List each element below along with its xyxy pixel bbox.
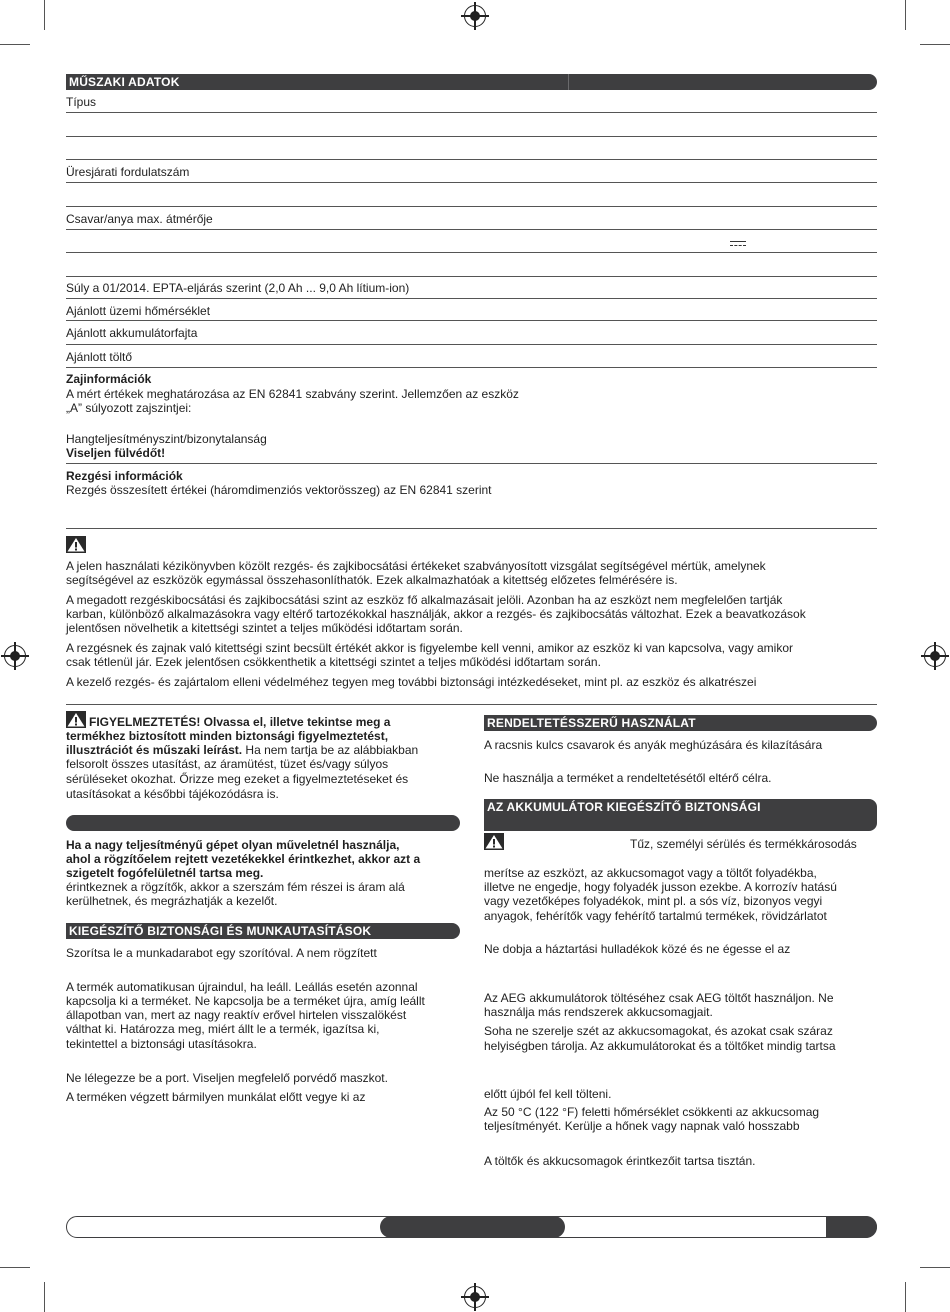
safety-instructions-bar xyxy=(66,815,460,831)
fire-injury-text: Tűz, személyi sérülés és termékkárosodás xyxy=(630,837,857,851)
restart-text-l4: válthat ki. Határozza meg, miért állt le a termék, igazítsa ki, xyxy=(66,1022,380,1036)
noise-line-1: A mért értékek meghatározása az EN 62841 szabvány szerint. Jellemzően az eszköz xyxy=(66,387,519,401)
warning-p2-l1: A megadott rezgéskibocsátási és zajkibocsátási szint az eszköz fő alkalmazásait jelöli. Azonban ha az eszközt nem megfelelően tartják xyxy=(66,593,783,607)
remove-battery-text: A terméken végzett bármilyen munkálat előtt vegye ki az xyxy=(66,1090,366,1104)
rule xyxy=(66,320,877,321)
restart-text-l5: tekintettel a biztonsági utasításokra. xyxy=(66,1037,257,1051)
rule xyxy=(66,136,877,137)
noise-line-3: Hangteljesítményszint/bizonytalanság xyxy=(66,432,267,446)
spec-battery-type-label: Ajánlott akkumulátorfajta xyxy=(66,326,198,340)
restart-text-l2: kapcsolja ki a terméket. Ne kapcsolja be a terméket újra, amíg leállt xyxy=(66,994,425,1008)
general-warning-l5: sérüléseket okozhat. Őrizze meg ezeket a figyelmeztetéseket és xyxy=(66,772,409,786)
hidden-wiring-text-l2: kerülhetnek, és megrázhatják a kezelőt. xyxy=(66,894,278,908)
hidden-wiring-text-l1: érintkeznek a rögzítők, akkor a szerszám fém részei is áram alá xyxy=(66,880,405,894)
warning-triangle-icon xyxy=(484,833,504,850)
rule xyxy=(66,276,877,277)
intended-use-text-2: Ne használja a terméket a rendeltetésétől eltérő célra. xyxy=(484,771,772,785)
warning-p1-l1: A jelen használati kézikönyvben közölt rezgés- és zajkibocsátási értékeket szabványosított vizsgálat segítségével mértük, amelynek xyxy=(66,559,766,573)
warning-triangle-icon xyxy=(66,536,86,553)
rule xyxy=(66,182,877,183)
warning-triangle-icon xyxy=(66,711,86,728)
vibration-line-1: Rezgés összesített értékei (háromdimenziós vektorösszeg) az EN 62841 szerint xyxy=(66,483,492,497)
footer-language-tab xyxy=(380,1216,565,1238)
contacts-clean-text: A töltők és akkucsomagok érintkezőit tartsa tisztán. xyxy=(484,1154,756,1168)
crop-mark-bl-h xyxy=(0,1267,30,1268)
rule xyxy=(66,112,877,113)
disassembly-l2: helyiségben tárolja. Az akkumulátorokat és a töltőket mindig tartsa xyxy=(484,1039,836,1053)
dust-mask-text: Ne lélegezze be a port. Viseljen megfelelő porvédő maszkot. xyxy=(66,1071,388,1085)
registration-mark-icon xyxy=(464,1286,486,1308)
rule xyxy=(66,528,877,529)
noise-line-2: „A” súlyozott zajszintjei: xyxy=(66,401,192,415)
general-warning-l3-bold: illusztrációt és műszaki leírást. xyxy=(66,743,243,757)
liquid-warning-l2: illetve ne engedje, hogy folyadék jusson ezekbe. A korrozív hatású xyxy=(484,880,837,894)
rule xyxy=(66,367,877,368)
additional-safety-header: KIEGÉSZÍTŐ BIZTONSÁGI ÉS MUNKAUTASÍTÁSOK xyxy=(66,923,460,939)
liquid-warning-l3: vagy vezetőképes folyadékok, mint pl. a sós víz, bizonyos vegyi xyxy=(484,894,823,908)
rule xyxy=(66,298,877,299)
crop-mark-bl-v xyxy=(44,1282,45,1312)
spec-type-label: Típus xyxy=(66,95,97,109)
hidden-wiring-warning-l1: Ha a nagy teljesítményű gépet olyan műveletnél használja, xyxy=(66,838,400,852)
warning-p3-l2: csak tétlenül jár. Ezek jelentősen csökkenthetik a kitettségi szintet a teljes működési időtartam során. xyxy=(66,655,601,669)
general-warning-l3-rest: Ha nem tartja be az alábbiakban xyxy=(242,743,419,757)
temperature-l1: Az 50 °C (122 °F) feletti hőmérséklet csökkenti az akkucsomag xyxy=(484,1105,820,1119)
crop-mark-br-v xyxy=(905,1282,906,1312)
crop-mark-tr-h xyxy=(920,44,950,45)
ear-protection-note: Viseljen fülvédőt! xyxy=(66,446,166,460)
rule xyxy=(66,704,877,705)
technical-data-header: MŰSZAKI ADATOK xyxy=(66,74,877,90)
registration-mark-icon xyxy=(4,645,26,667)
general-warning-l2: termékhez biztosított minden biztonsági figyelmeztetést, xyxy=(66,729,389,743)
intended-use-text-1: A racsnis kulcs csavarok és anyák meghúzására és kilazítására xyxy=(484,738,823,752)
registration-mark-icon xyxy=(924,645,946,667)
disassembly-l1: Soha ne szerelje szét az akkucsomagokat, és azokat csak száraz xyxy=(484,1024,833,1038)
disposal-text: Ne dobja a háztartási hulladékok közé és ne égesse el az xyxy=(484,942,791,956)
battery-safety-header-text: AZ AKKUMULÁTOR KIEGÉSZÍTŐ BIZTONSÁGI xyxy=(487,800,761,814)
battery-safety-header xyxy=(484,799,877,831)
intended-use-header: RENDELTETÉSSZERŰ HASZNÁLAT xyxy=(484,715,877,731)
rule xyxy=(66,252,877,253)
restart-text-l1: A termék automatikusan újraindul, ha leáll. Leállás esetén azonnal xyxy=(66,980,418,994)
general-warning-l6: utasításokat a későbbi tájékozódásra is. xyxy=(66,787,279,801)
crop-mark-tl-h xyxy=(0,44,30,45)
footer-page-number-tab xyxy=(826,1216,877,1238)
crop-mark-br-h xyxy=(920,1267,950,1268)
dc-current-symbol-icon xyxy=(730,241,746,247)
noise-title: Zajinformációk xyxy=(66,372,152,386)
rule xyxy=(66,229,877,230)
general-warning-l1: FIGYELMEZTETÉS! Olvassa el, illetve tekintse meg a xyxy=(89,715,391,729)
spec-charger-label: Ajánlott töltő xyxy=(66,350,133,364)
vibration-title: Rezgési információk xyxy=(66,469,183,483)
general-warning-l4: felsorolt összes utasítást, az áramütést, tüzet és/vagy súlyos xyxy=(66,757,389,771)
crop-mark-tr-v xyxy=(905,0,906,30)
warning-p3-l1: A rezgésnek és zajnak való kitettségi szint becsült értékét akkor is figyelembe kell venni, amikor az eszköz ki van kapcsolva, vagy amikor xyxy=(66,641,793,655)
header-divider xyxy=(568,74,569,90)
spec-weight-label: Súly a 01/2014. EPTA-eljárás szerint (2,0 Ah ... 9,0 Ah lítium-ion) xyxy=(66,281,410,295)
charger-only-l1: Az AEG akkumulátorok töltéséhez csak AEG töltőt használjon. Ne xyxy=(484,991,834,1005)
liquid-warning-l4: anyagok, fehérítők vagy fehérítő tartalmú termékek, rövidzárlatot xyxy=(484,909,827,923)
spec-no-load-speed-label: Üresjárati fordulatszám xyxy=(66,165,190,179)
spec-max-diameter-label: Csavar/anya max. átmérője xyxy=(66,212,213,226)
warning-p1-l2: segítségével az eszközök egymással összehasonlíthatók. Ezek alkalmazhatóak a kitettség előzetes felmérésére is. xyxy=(66,573,678,587)
crop-mark-tl-v xyxy=(44,0,45,30)
registration-mark-icon xyxy=(464,5,486,27)
warning-p2-l2: karban, különböző alkalmazásokra vagy eltérő tartozékokkal használják, akkor a rezgés- és zajkibocsátás változhat. Ezek a beavatkozások xyxy=(66,607,806,621)
hidden-wiring-warning-l2: ahol a rögzítőelem rejtett vezetékekkel érintkezhet, akkor azt a xyxy=(66,852,421,866)
general-warning-l3 xyxy=(66,743,418,757)
charger-only-l2: használja más rendszerek akkucsomagjait. xyxy=(484,1005,713,1019)
liquid-warning-l1: merítse az eszközt, az akkucsomagot vagy a töltőt folyadékba, xyxy=(484,866,817,880)
rule xyxy=(66,159,877,160)
restart-text-l3: állapotban van, mert az nagy reaktív erővel hirtelen visszalökést xyxy=(66,1008,407,1022)
temperature-l2: teljesítményét. Kerülje a hőnek vagy napnak való hosszabb xyxy=(484,1119,800,1133)
recharge-text: előtt újból fel kell tölteni. xyxy=(484,1087,612,1101)
warning-p4-l1: A kezelő rezgés- és zajártalom elleni védelméhez tegyen meg további biztonsági intézkedéseket, mint pl. az eszköz és alkatrészei xyxy=(66,675,757,689)
spec-temp-label: Ajánlott üzemi hőmérséklet xyxy=(66,304,211,318)
clamp-workpiece-text: Szorítsa le a munkadarabot egy szorítóval. A nem rögzített xyxy=(66,946,377,960)
rule xyxy=(66,463,877,464)
warning-p2-l3: jelentősen növelhetik a kitettségi szintet a teljes működési időtartam során. xyxy=(66,621,463,635)
rule xyxy=(66,344,877,345)
rule xyxy=(66,206,877,207)
hidden-wiring-warning-l3: szigetelt fogófelületnél tartsa meg. xyxy=(66,866,264,880)
